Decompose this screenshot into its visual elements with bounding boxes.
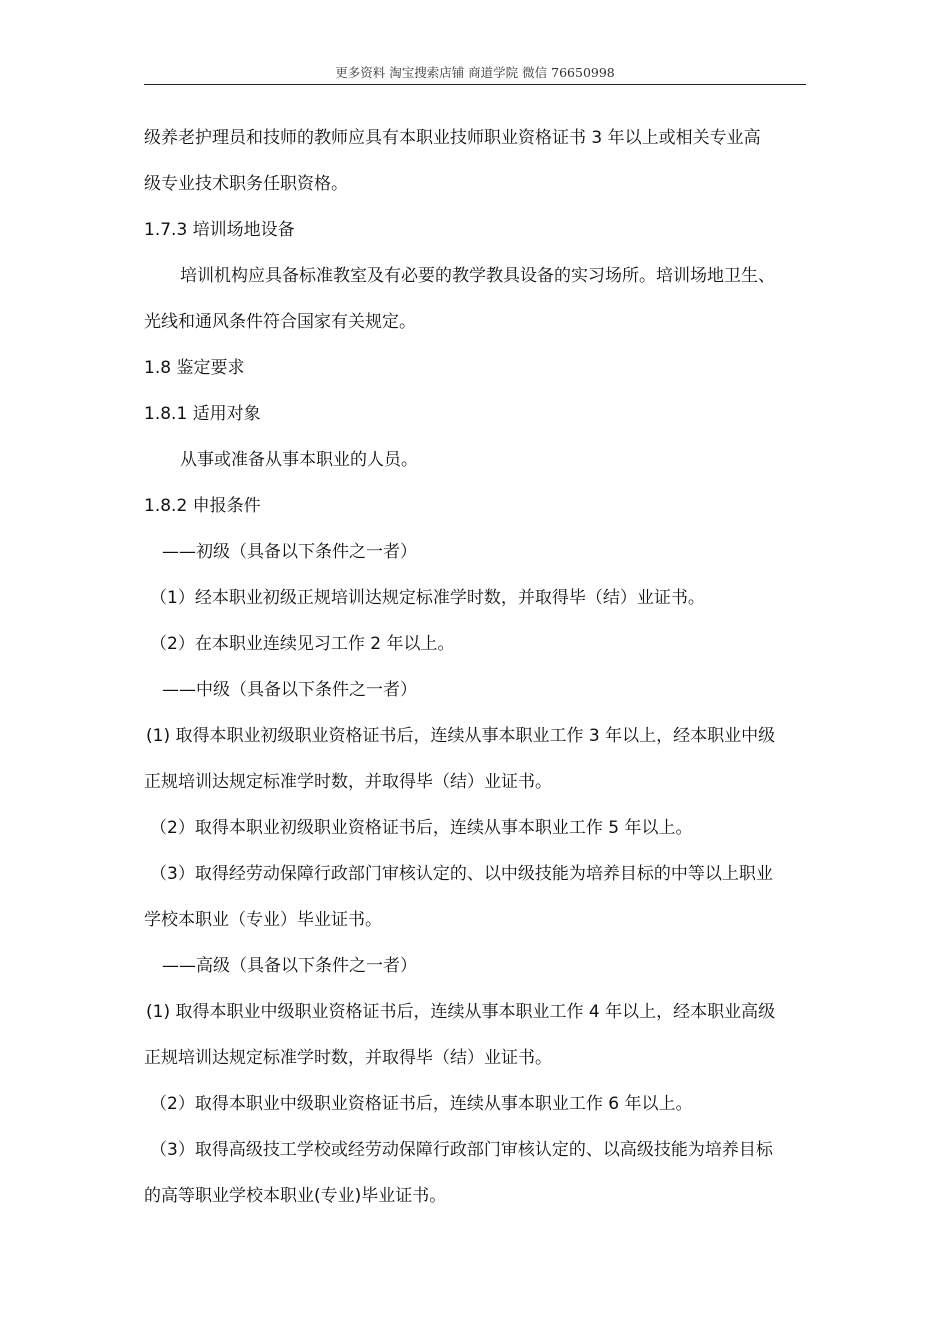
list-item-continued: 的高等职业学校本职业(专业)毕业证书。 [144,1186,447,1206]
level-heading-senior: ——高级（具备以下条件之一者） [162,956,417,976]
level-heading-intermediate: ——中级（具备以下条件之一者） [162,680,417,700]
body-line: 级专业技术职务任职资格。 [144,174,348,194]
list-item: （2）取得本职业中级职业资格证书后，连续从事本职业工作 6 年以上。 [150,1094,693,1114]
list-item: (1) 取得本职业中级职业资格证书后，连续从事本职业工作 4 年以上，经本职业高级 [146,1002,776,1022]
list-item-continued: 正规培训达规定标准学时数，并取得毕（结）业证书。 [144,1048,552,1068]
body-line: 从事或准备从事本职业的人员。 [180,450,418,470]
list-item: (1) 取得本职业初级职业资格证书后，连续从事本职业工作 3 年以上，经本职业中级 [146,726,776,746]
list-item-continued: 正规培训达规定标准学时数，并取得毕（结）业证书。 [144,772,552,792]
list-item: （2）取得本职业初级职业资格证书后，连续从事本职业工作 5 年以上。 [150,818,693,838]
section-heading-1-8-1: 1.8.1 适用对象 [144,404,261,424]
body-line: 培训机构应具备标准教室及有必要的教学教具设备的实习场所。培训场地卫生、 [180,266,775,286]
section-heading-1-8-2: 1.8.2 申报条件 [144,496,261,516]
section-heading-1-8: 1.8 鉴定要求 [144,358,245,378]
section-heading-1-7-3: 1.7.3 培训场地设备 [144,220,295,240]
page-header: 更多资料 淘宝搜索店铺 商道学院 微信 76650998 [335,65,615,80]
header-divider [144,84,806,85]
list-item-continued: 学校本职业（专业）毕业证书。 [144,910,382,930]
body-line: 光线和通风条件符合国家有关规定。 [144,312,416,332]
list-item: （2）在本职业连续见习工作 2 年以上。 [150,634,455,654]
level-heading-junior: ——初级（具备以下条件之一者） [162,542,417,562]
list-item: （1）经本职业初级正规培训达规定标准学时数，并取得毕（结）业证书。 [150,588,705,608]
list-item: （3）取得经劳动保障行政部门审核认定的、以中级技能为培养目标的中等以上职业 [150,864,773,884]
list-item: （3）取得高级技工学校或经劳动保障行政部门审核认定的、以高级技能为培养目标 [150,1140,773,1160]
body-line: 级养老护理员和技师的教师应具有本职业技师职业资格证书 3 年以上或相关专业高 [144,128,761,148]
